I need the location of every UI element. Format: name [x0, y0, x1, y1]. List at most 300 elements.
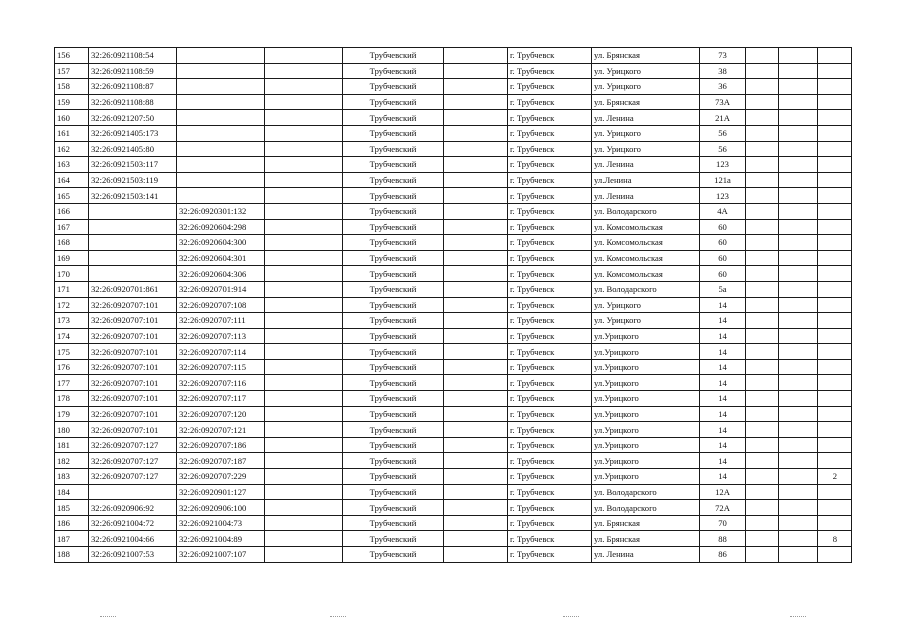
table-row — [55, 313, 852, 329]
cell-col-12 — [818, 344, 852, 360]
cell-locality: г. Трубчевск — [508, 547, 592, 563]
cell-row-number: 177 — [55, 375, 89, 391]
cell-cadastral-number-object: 32:26:0920301:132 — [177, 203, 265, 219]
cell-district: Трубчевский — [343, 125, 444, 141]
cell-col-10 — [746, 453, 779, 469]
cell-locality: г. Трубчевск — [508, 157, 592, 173]
cell-street: ул. Володарского — [592, 500, 700, 516]
cell-cadastral-number-parcel: 32:26:0920707:101 — [89, 328, 177, 344]
cell-house-number: 56 — [700, 125, 746, 141]
cell-col-12 — [818, 515, 852, 531]
cell-cadastral-number-object — [177, 63, 265, 79]
cell-street: ул. Урицкого — [592, 79, 700, 95]
cell-row-number: 182 — [55, 453, 89, 469]
cell-cadastral-number-parcel: 32:26:0920707:101 — [89, 344, 177, 360]
cell-cadastral-number-parcel: 32:26:0920707:101 — [89, 391, 177, 407]
cell-settlement-type — [444, 79, 508, 95]
cell-extra-column — [265, 250, 343, 266]
cell-col-11 — [779, 406, 818, 422]
cell-col-11 — [779, 219, 818, 235]
cell-extra-column — [265, 172, 343, 188]
cell-row-number: 163 — [55, 157, 89, 173]
cell-district: Трубчевский — [343, 453, 444, 469]
cell-col-12 — [818, 157, 852, 173]
cell-col-11 — [779, 344, 818, 360]
cell-col-11 — [779, 313, 818, 329]
cell-settlement-type — [444, 313, 508, 329]
cell-col-12 — [818, 422, 852, 438]
cell-street: ул.Урицкого — [592, 328, 700, 344]
cell-street: ул.Ленина — [592, 172, 700, 188]
cell-col-11 — [779, 94, 818, 110]
cell-extra-column — [265, 188, 343, 204]
cell-col-10 — [746, 297, 779, 313]
table-row — [55, 63, 852, 79]
cell-settlement-type — [444, 422, 508, 438]
cell-extra-column — [265, 48, 343, 64]
cell-col-11 — [779, 157, 818, 173]
cell-row-number: 178 — [55, 391, 89, 407]
cell-district: Трубчевский — [343, 406, 444, 422]
cell-district: Трубчевский — [343, 94, 444, 110]
table-row — [55, 328, 852, 344]
cell-col-10 — [746, 266, 779, 282]
cell-row-number: 176 — [55, 359, 89, 375]
cell-cadastral-number-parcel: 32:26:0921108:59 — [89, 63, 177, 79]
cell-col-11 — [779, 515, 818, 531]
cell-col-10 — [746, 141, 779, 157]
cell-street: ул. Брянская — [592, 531, 700, 547]
cell-street: ул. Ленина — [592, 188, 700, 204]
cell-col-12 — [818, 172, 852, 188]
table-row — [55, 484, 852, 500]
table-row — [55, 281, 852, 297]
cell-house-number: 14 — [700, 344, 746, 360]
cell-district: Трубчевский — [343, 79, 444, 95]
cell-locality: г. Трубчевск — [508, 344, 592, 360]
table-row — [55, 110, 852, 126]
cell-col-11 — [779, 266, 818, 282]
cell-locality: г. Трубчевск — [508, 63, 592, 79]
cell-col-12 — [818, 359, 852, 375]
cell-settlement-type — [444, 141, 508, 157]
cell-col-11 — [779, 500, 818, 516]
cell-street: ул. Урицкого — [592, 63, 700, 79]
cell-row-number: 188 — [55, 547, 89, 563]
cell-house-number: 5а — [700, 281, 746, 297]
cell-house-number: 123 — [700, 157, 746, 173]
cell-district: Трубчевский — [343, 515, 444, 531]
table-row — [55, 203, 852, 219]
cell-cadastral-number-object — [177, 172, 265, 188]
cell-settlement-type — [444, 203, 508, 219]
cell-col-11 — [779, 203, 818, 219]
cell-district: Трубчевский — [343, 63, 444, 79]
cell-house-number: 86 — [700, 547, 746, 563]
cell-district: Трубчевский — [343, 500, 444, 516]
cell-settlement-type — [444, 500, 508, 516]
cell-street: ул. Урицкого — [592, 313, 700, 329]
cell-extra-column — [265, 313, 343, 329]
cell-locality: г. Трубчевск — [508, 79, 592, 95]
cell-district: Трубчевский — [343, 219, 444, 235]
cell-settlement-type — [444, 469, 508, 485]
cell-col-10 — [746, 219, 779, 235]
cell-cadastral-number-parcel: 32:26:0921108:88 — [89, 94, 177, 110]
table-row — [55, 531, 852, 547]
cell-row-number: 167 — [55, 219, 89, 235]
cell-locality: г. Трубчевск — [508, 235, 592, 251]
table-row — [55, 500, 852, 516]
cell-locality: г. Трубчевск — [508, 281, 592, 297]
cell-col-12 — [818, 250, 852, 266]
cell-locality: г. Трубчевск — [508, 359, 592, 375]
cell-street: ул.Урицкого — [592, 453, 700, 469]
cell-col-10 — [746, 48, 779, 64]
cell-cadastral-number-object: 32:26:0920707:108 — [177, 297, 265, 313]
cell-settlement-type — [444, 250, 508, 266]
cell-cadastral-number-object: 32:26:0920604:306 — [177, 266, 265, 282]
cell-col-11 — [779, 125, 818, 141]
cell-street: ул. Ленина — [592, 547, 700, 563]
cell-cadastral-number-object: 32:26:0920707:187 — [177, 453, 265, 469]
cell-cadastral-number-parcel: 32:26:0921503:119 — [89, 172, 177, 188]
table-row — [55, 375, 852, 391]
cell-col-10 — [746, 344, 779, 360]
cell-col-10 — [746, 235, 779, 251]
cell-settlement-type — [444, 484, 508, 500]
cell-cadastral-number-parcel: 32:26:0921405:80 — [89, 141, 177, 157]
cell-extra-column — [265, 63, 343, 79]
cell-cadastral-number-object: 32:26:0920707:116 — [177, 375, 265, 391]
cell-district: Трубчевский — [343, 328, 444, 344]
cell-settlement-type — [444, 391, 508, 407]
cell-col-11 — [779, 437, 818, 453]
cell-extra-column — [265, 281, 343, 297]
cell-street: ул. Володарского — [592, 203, 700, 219]
cell-extra-column — [265, 297, 343, 313]
cell-col-12 — [818, 297, 852, 313]
cell-col-10 — [746, 281, 779, 297]
cell-district: Трубчевский — [343, 359, 444, 375]
cell-locality: г. Трубчевск — [508, 110, 592, 126]
cell-col-10 — [746, 203, 779, 219]
cell-cadastral-number-parcel: 32:26:0920707:101 — [89, 359, 177, 375]
cell-row-number: 156 — [55, 48, 89, 64]
cell-row-number: 175 — [55, 344, 89, 360]
cell-settlement-type — [444, 94, 508, 110]
scan-mark — [790, 616, 806, 618]
cell-cadastral-number-object: 32:26:0920707:111 — [177, 313, 265, 329]
cell-col-12 — [818, 235, 852, 251]
cell-settlement-type — [444, 157, 508, 173]
cell-cadastral-number-object — [177, 188, 265, 204]
cell-street: ул. Комсомольская — [592, 219, 700, 235]
cell-col-11 — [779, 250, 818, 266]
table-row — [55, 235, 852, 251]
table-row — [55, 266, 852, 282]
table-body — [55, 48, 852, 563]
cell-street: ул.Урицкого — [592, 375, 700, 391]
cell-settlement-type — [444, 281, 508, 297]
cell-extra-column — [265, 531, 343, 547]
cell-settlement-type — [444, 63, 508, 79]
table-row — [55, 406, 852, 422]
cell-house-number: 72А — [700, 500, 746, 516]
cell-col-11 — [779, 297, 818, 313]
cell-col-10 — [746, 359, 779, 375]
scan-mark — [100, 616, 116, 618]
table-row — [55, 94, 852, 110]
cell-cadastral-number-object: 32:26:0920707:186 — [177, 437, 265, 453]
cell-house-number: 14 — [700, 297, 746, 313]
cell-col-10 — [746, 172, 779, 188]
table-row — [55, 547, 852, 563]
cell-cadastral-number-parcel — [89, 484, 177, 500]
cell-cadastral-number-parcel: 32:26:0921108:87 — [89, 79, 177, 95]
cell-locality: г. Трубчевск — [508, 515, 592, 531]
cell-row-number: 181 — [55, 437, 89, 453]
cell-col-12 — [818, 375, 852, 391]
cell-col-11 — [779, 110, 818, 126]
cell-cadastral-number-parcel: 32:26:0920707:101 — [89, 297, 177, 313]
cell-locality: г. Трубчевск — [508, 391, 592, 407]
cell-cadastral-number-parcel: 32:26:0921503:117 — [89, 157, 177, 173]
cell-row-number: 166 — [55, 203, 89, 219]
table-row — [55, 188, 852, 204]
cell-col-11 — [779, 531, 818, 547]
cell-row-number: 186 — [55, 515, 89, 531]
cell-col-11 — [779, 375, 818, 391]
cell-col-12 — [818, 48, 852, 64]
cell-house-number: 121а — [700, 172, 746, 188]
cell-settlement-type — [444, 188, 508, 204]
cell-house-number: 14 — [700, 375, 746, 391]
cell-extra-column — [265, 359, 343, 375]
cell-col-10 — [746, 328, 779, 344]
cell-cadastral-number-parcel: 32:26:0920707:127 — [89, 469, 177, 485]
cell-col-12 — [818, 391, 852, 407]
cell-col-11 — [779, 79, 818, 95]
cell-house-number: 60 — [700, 219, 746, 235]
cell-cadastral-number-parcel: 32:26:0921004:72 — [89, 515, 177, 531]
table-row — [55, 219, 852, 235]
cell-col-12 — [818, 281, 852, 297]
cell-extra-column — [265, 79, 343, 95]
cell-cadastral-number-object: 32:26:0920707:121 — [177, 422, 265, 438]
cell-street: ул. Володарского — [592, 281, 700, 297]
cell-cadastral-number-object: 32:26:0920701:914 — [177, 281, 265, 297]
cell-district: Трубчевский — [343, 203, 444, 219]
cell-extra-column — [265, 469, 343, 485]
cell-locality: г. Трубчевск — [508, 375, 592, 391]
cell-street: ул. Брянская — [592, 515, 700, 531]
cell-locality: г. Трубчевск — [508, 437, 592, 453]
cell-street: ул.Урицкого — [592, 437, 700, 453]
cell-row-number: 180 — [55, 422, 89, 438]
cell-cadastral-number-parcel: 32:26:0920707:101 — [89, 422, 177, 438]
cell-row-number: 164 — [55, 172, 89, 188]
cell-locality: г. Трубчевск — [508, 188, 592, 204]
cell-col-11 — [779, 188, 818, 204]
cell-locality: г. Трубчевск — [508, 266, 592, 282]
cell-locality: г. Трубчевск — [508, 422, 592, 438]
cell-cadastral-number-parcel: 32:26:0921503:141 — [89, 188, 177, 204]
cell-district: Трубчевский — [343, 422, 444, 438]
cell-street: ул. Урицкого — [592, 141, 700, 157]
cell-house-number: 73А — [700, 94, 746, 110]
cell-extra-column — [265, 375, 343, 391]
cell-col-10 — [746, 515, 779, 531]
cell-cadastral-number-parcel: 32:26:0920707:101 — [89, 406, 177, 422]
cell-settlement-type — [444, 437, 508, 453]
cell-cadastral-number-object — [177, 125, 265, 141]
cell-extra-column — [265, 125, 343, 141]
cell-cadastral-number-parcel: 32:26:0920707:127 — [89, 453, 177, 469]
cell-house-number: 36 — [700, 79, 746, 95]
cell-cadastral-number-parcel — [89, 266, 177, 282]
cell-district: Трубчевский — [343, 235, 444, 251]
cell-house-number: 14 — [700, 469, 746, 485]
cell-col-10 — [746, 157, 779, 173]
cell-col-12 — [818, 406, 852, 422]
cell-cadastral-number-object: 32:26:0920901:127 — [177, 484, 265, 500]
cell-col-11 — [779, 391, 818, 407]
cell-cadastral-number-object — [177, 110, 265, 126]
cell-cadastral-number-parcel: 32:26:0920707:101 — [89, 375, 177, 391]
cell-row-number: 187 — [55, 531, 89, 547]
cell-extra-column — [265, 406, 343, 422]
cell-cadastral-number-parcel — [89, 250, 177, 266]
cell-col-10 — [746, 79, 779, 95]
cell-row-number: 169 — [55, 250, 89, 266]
cell-street: ул. Урицкого — [592, 125, 700, 141]
cell-house-number: 14 — [700, 453, 746, 469]
cell-district: Трубчевский — [343, 141, 444, 157]
cell-col-12 — [818, 125, 852, 141]
cell-col-12 — [818, 203, 852, 219]
cell-district: Трубчевский — [343, 375, 444, 391]
cell-house-number: 60 — [700, 235, 746, 251]
table-row — [55, 437, 852, 453]
cell-settlement-type — [444, 453, 508, 469]
cell-row-number: 168 — [55, 235, 89, 251]
cell-house-number: 60 — [700, 250, 746, 266]
cell-cadastral-number-object: 32:26:0920604:301 — [177, 250, 265, 266]
cell-house-number: 14 — [700, 328, 746, 344]
cell-district: Трубчевский — [343, 188, 444, 204]
cell-row-number: 162 — [55, 141, 89, 157]
scan-mark — [563, 616, 579, 618]
cell-house-number: 70 — [700, 515, 746, 531]
cell-locality: г. Трубчевск — [508, 453, 592, 469]
cell-street: ул.Урицкого — [592, 422, 700, 438]
cell-locality: г. Трубчевск — [508, 500, 592, 516]
cell-col-12: 2 — [818, 469, 852, 485]
cell-col-10 — [746, 469, 779, 485]
cell-col-12: 8 — [818, 531, 852, 547]
cell-street: ул. Брянская — [592, 48, 700, 64]
cell-row-number: 157 — [55, 63, 89, 79]
cell-row-number: 185 — [55, 500, 89, 516]
cell-col-11 — [779, 484, 818, 500]
cell-row-number: 170 — [55, 266, 89, 282]
cell-row-number: 160 — [55, 110, 89, 126]
cell-house-number: 14 — [700, 359, 746, 375]
cell-cadastral-number-object: 32:26:0921004:73 — [177, 515, 265, 531]
cell-extra-column — [265, 547, 343, 563]
cell-district: Трубчевский — [343, 547, 444, 563]
cell-locality: г. Трубчевск — [508, 141, 592, 157]
cell-cadastral-number-parcel — [89, 235, 177, 251]
cell-settlement-type — [444, 266, 508, 282]
cell-cadastral-number-object: 32:26:0920604:298 — [177, 219, 265, 235]
cell-extra-column — [265, 515, 343, 531]
cell-street: ул.Урицкого — [592, 469, 700, 485]
cell-settlement-type — [444, 172, 508, 188]
cell-col-10 — [746, 531, 779, 547]
cell-house-number: 73 — [700, 48, 746, 64]
cell-house-number: 14 — [700, 422, 746, 438]
cell-col-10 — [746, 406, 779, 422]
cell-district: Трубчевский — [343, 48, 444, 64]
cell-col-10 — [746, 110, 779, 126]
cell-locality: г. Трубчевск — [508, 406, 592, 422]
cell-settlement-type — [444, 125, 508, 141]
cell-cadastral-number-object: 32:26:0920707:114 — [177, 344, 265, 360]
cell-col-10 — [746, 547, 779, 563]
cell-locality: г. Трубчевск — [508, 94, 592, 110]
cell-locality: г. Трубчевск — [508, 531, 592, 547]
cell-district: Трубчевский — [343, 391, 444, 407]
cell-locality: г. Трубчевск — [508, 172, 592, 188]
cell-house-number: 14 — [700, 406, 746, 422]
table-row — [55, 359, 852, 375]
table-row — [55, 141, 852, 157]
cell-cadastral-number-object: 32:26:0920707:229 — [177, 469, 265, 485]
cell-street: ул. Ленина — [592, 157, 700, 173]
cell-col-10 — [746, 94, 779, 110]
cell-col-11 — [779, 547, 818, 563]
cell-settlement-type — [444, 547, 508, 563]
cell-settlement-type — [444, 359, 508, 375]
cell-street: ул. Комсомольская — [592, 235, 700, 251]
register-table — [54, 47, 852, 563]
cell-col-12 — [818, 328, 852, 344]
cell-row-number: 161 — [55, 125, 89, 141]
cell-cadastral-number-parcel: 32:26:0921007:53 — [89, 547, 177, 563]
cell-locality: г. Трубчевск — [508, 48, 592, 64]
cell-cadastral-number-object: 32:26:0920906:100 — [177, 500, 265, 516]
cell-settlement-type — [444, 48, 508, 64]
cell-col-12 — [818, 266, 852, 282]
table-row — [55, 48, 852, 64]
cell-col-10 — [746, 188, 779, 204]
cell-col-10 — [746, 437, 779, 453]
cell-district: Трубчевский — [343, 469, 444, 485]
cell-district: Трубчевский — [343, 157, 444, 173]
cell-col-12 — [818, 219, 852, 235]
cell-col-10 — [746, 313, 779, 329]
cell-col-11 — [779, 63, 818, 79]
cell-row-number: 165 — [55, 188, 89, 204]
cell-locality: г. Трубчевск — [508, 328, 592, 344]
cell-col-10 — [746, 391, 779, 407]
cell-district: Трубчевский — [343, 172, 444, 188]
cell-cadastral-number-object: 32:26:0920707:115 — [177, 359, 265, 375]
cell-col-11 — [779, 328, 818, 344]
cell-col-11 — [779, 172, 818, 188]
